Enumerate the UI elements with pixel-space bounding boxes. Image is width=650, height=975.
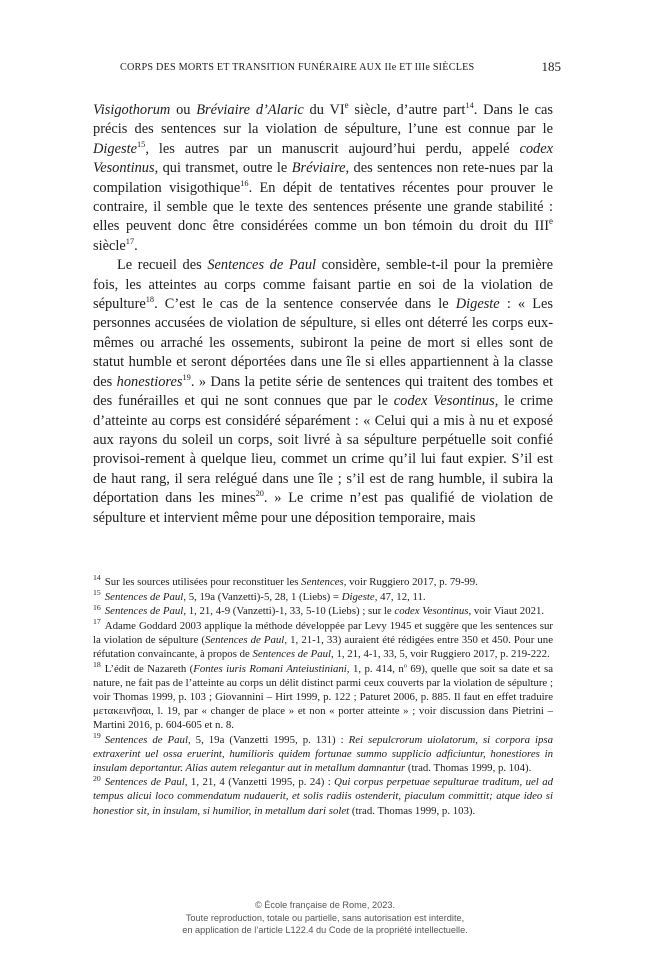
running-head [120,62,560,73]
text-run: , qui transmet, outre le [154,160,292,177]
footnote-ref: 16 [240,178,249,188]
text-run: . C’est le cas de la sentence conservée dans le [154,296,456,313]
footnote [93,619,553,661]
rights-line: en application de l’article L122.4 du Code de la propriété intellectuelle. [182,925,468,936]
italic-text: codex Vesontinus [93,140,553,177]
text-run: Le recueil des [117,257,208,274]
italic-text: Sentences de Paul [104,605,184,618]
footnote-number: 19 [93,730,101,740]
footnote-ref: 20 [255,489,264,499]
paragraph [93,256,553,528]
italic-text: Rei sepulcrorum uiolatorum, si corpora ipsa extraxerint uel ossa eruerint, humilioris quidem fortunae summo supplicio adficiuntur, honestiores in insulam deportantur. Alias autem relegantur aut in metallum damnantur [93,733,553,774]
italic-text: Sentences de Paul [104,733,188,746]
footnote-ref: o [403,661,407,669]
italic-text: Bréviaire d’Alaric [196,102,304,118]
text-run: L’édit de Nazareth ( [104,662,194,675]
footnote-number: 16 [93,602,101,612]
footnote [93,590,553,604]
footnote [93,730,553,775]
text-run: , 1, 21, 4-1, 33, 5, voir Ruggiero 2017, p. 219-222. [331,647,550,660]
text-run: , 1, 21-1, 33) auraient été rédigées entre 350 et 450. Pour une réfutation convaincante, à propos de [93,633,553,660]
italic-text: Sentences [301,576,344,588]
text-run: : « Les personnes accusées de violation de sépulture, si elles ont déterré les corps eux-mêmes ou arraché les ossements, subiront la peine de mort si elles sont de statut humble et seront déportées dans une île si elles appartiennent à la classe des [93,296,554,390]
italic-text: Sentences de Paul [104,776,185,789]
text-run: ou [170,102,197,118]
footnote-number: 17 [93,617,101,627]
footnote [93,575,553,589]
text-run: , voir Viaut 2021. [468,605,545,618]
paragraph [93,101,553,256]
footnote-ref: 19 [182,372,191,382]
text-run: , 5, 19a (Vanzetti)-5, 28, 1 (Liebs) = [183,590,342,603]
rights-line: Toute reproduction, totale ou partielle, sans autorisation est interdite, [185,912,465,923]
footnote [93,775,553,817]
text-run: , des sentences non rete-nues par la compilation visigothique [93,160,553,196]
footnote-ref: 14 [465,101,474,111]
footnote-ref: 17 [125,237,135,247]
footnote-number: 15 [93,588,101,597]
italic-text: Digeste [455,296,500,313]
running-title: CORPS DES MORTS ET TRANSITION FUNÉRAIRE AUX IIe ET IIIe SIÈCLES [120,62,475,73]
footnotes [93,575,553,818]
text-run: , les autres par un manuscrit aujourd’hui perdu, appelé [145,140,520,157]
footnote [93,659,553,732]
text-run: . [134,237,138,254]
text-run: (trad. Thomas 1999, p. 104). [405,761,532,774]
text-run: , 47, 12, 11. [374,590,426,603]
text-run: , le crime d’atteinte au corps est considéré séparément : « Celui qui a mis à nu et exposé aux rayons du soleil un corps, soit livré à sa sépulture perpétuelle soit confié provisoi-rement à quelque lieu, commet un crime qu’il lui faut expier. S’il est de haut rang, il sera relégué dans une île ; s’il est de rang humble, il subira la déportation dans les mines [93,393,554,507]
italic-text: Visigothorum [93,102,171,118]
italic-text: Sentences de Paul [204,633,285,646]
text-run: , 5, 19a (Vanzetti 1995, p. 131) : [187,733,349,746]
text-run: considère, semble-t-il pour la première fois, les atteintes au corps comme faisant partie en soi de la violation de sépulture [93,257,553,313]
italic-text: Sentences de Paul [207,257,317,274]
text-run: Sur les sources utilisées pour reconstituer les [104,576,302,588]
text-run: . » Dans la petite série de sentences qui traitent des tombes et des funérailles et qui ne sont connues que par le [93,373,554,410]
footnote-ref: 18 [145,295,155,305]
text-run: . En dépit de tentatives récentes pour prouver le contraire, il semble que le texte des sentences présente une grande stabilité : elles peuvent donc être considérées comme un bon témoin du droit du III [93,179,553,235]
text-run: du VI [303,102,345,118]
footnote [93,604,553,618]
footnote-ref: 15 [136,140,146,150]
italic-text: Digeste [93,140,137,157]
footnote-number: 20 [93,773,101,783]
copyright-footer [0,899,650,937]
text-run: , 1, 21, 4 (Vanzetti 1995, p. 24) : [184,776,335,789]
main-text [93,101,553,528]
text-run: , voir Ruggiero 2017, p. 79-99. [343,576,478,588]
ordinal-exponent: e [549,216,553,227]
italic-text: Sentences de Paul [104,590,184,603]
italic-text: Bréviaire [291,160,346,177]
italic-text: honestiores [116,373,183,390]
footnote-number: 18 [93,659,101,669]
page-number: 185 [541,59,561,74]
italic-text: Digeste [341,590,375,603]
italic-text: codex Vesontinus [393,393,495,410]
text-run: , 1, 21, 4-9 (Vanzetti)-1, 33, 5-10 (Liebs) ; sur le [183,605,395,618]
ordinal-exponent: e [344,100,349,111]
italic-text: Qui corpus perpetuae sepulturae traditum, uel ad tempus alicui loco commendatum nudauerit, et solis radiis ostenderit, piaculum committit; atque ideo si honestior sit, in insulam, si humilior, in metallum dari solet [93,776,554,817]
text-run: Adame Goddard 2003 applique la méthode développée par Levy 1945 et suggère que les sentences sur la violation de sépulture ( [93,619,553,646]
text-run: . » Le crime n’est pas qualifié de violation de sépulture et intervient même pour une déposition temporaire, mais [93,490,553,526]
text-run: 69), quelle que soit sa date et sa nature, ne fait pas de l’atteinte au corps un délit distinct parmi ceux couverts par la violation de sépulture ; voir Thomas 1999, p. 103 ; Giovannini – Hirt 1999, p. 122 ; Paturet 2006, p. 885. Il faut en effet traduire μετακεινῆσαι, l. 19, par « changer de place » et non « porter atteinte » ; voir discussion dans Pietrini – Martini 2016, p. 604-605 et n. 8. [93,662,553,731]
text-run: siècle [93,237,126,254]
text-run: . Dans le cas précis des sentences sur la violation de sépulture, l’une est connue par le [93,102,553,138]
copyright-line: © École française de Rome, 2023. [254,900,396,910]
italic-text: Fontes iuris Romani Anteiustiniani [193,662,347,675]
italic-text: codex Vesontinus [394,605,469,618]
text-run: , 1, p. 414, n [346,662,404,675]
text-run: (trad. Thomas 1999, p. 103). [349,804,476,817]
text-run: siècle, d’autre part [348,102,466,118]
footnote-number: 14 [93,573,101,583]
italic-text: Sentences de Paul [252,647,332,660]
